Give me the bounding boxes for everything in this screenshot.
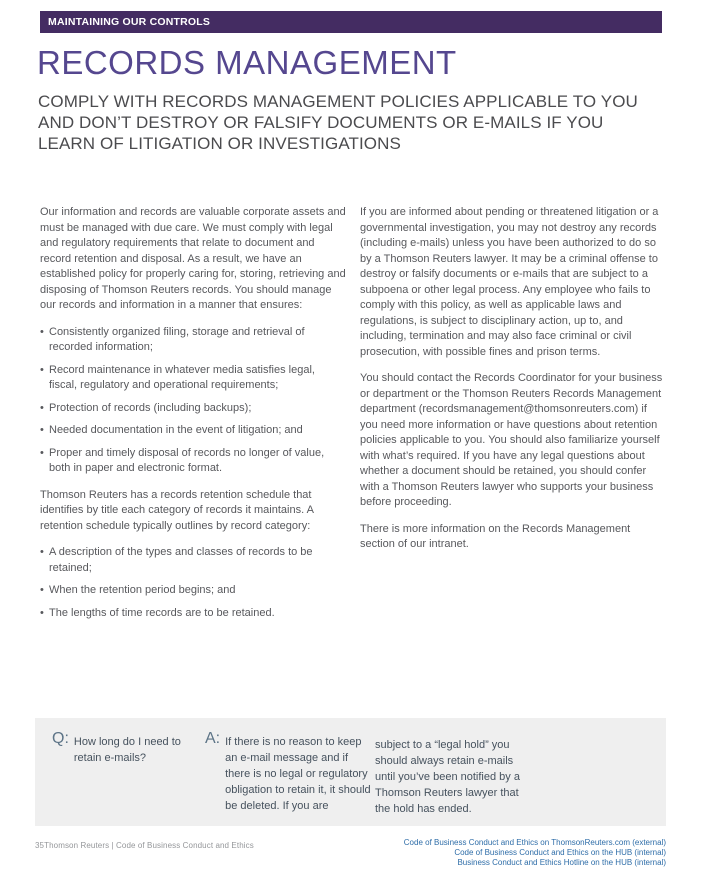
footer-links bbox=[404, 838, 666, 868]
footer-doc-label: Thomson Reuters | Code of Business Conduct and Ethics bbox=[44, 841, 254, 850]
qa-question-column bbox=[52, 731, 205, 826]
intranet-paragraph: There is more information on the Records Management section of our intranet. bbox=[360, 522, 631, 550]
right-column bbox=[360, 205, 666, 632]
retention-intro-paragraph: Thomson Reuters has a records retention schedule that identifies by title each category of records it maintains. A retention schedule typically outlines by record category: bbox=[40, 488, 314, 532]
section-tag-bar bbox=[40, 11, 662, 33]
question-label: Q: bbox=[52, 730, 69, 747]
bullet-item: • A description of the types and classes of records to be retained; bbox=[40, 545, 346, 576]
records-coordinator-paragraph: You should contact the Records Coordinator for your business or department or the Thomson Reuters Records Management department (recordsmanagement@thomsonreuters.com) if you need more information or have questions about retention policies applicable to you. You should also familiarize yourself with what’s required. If you have any legal questions about whether a document should be retained, you should confer with a Thomson Reuters lawyer who supports your business before proceeding. bbox=[360, 372, 663, 508]
answer-text-part1: If there is no reason to keep an e-mail message and if there is no legal or regulatory obligation to retain it, it should be deleted. If you are bbox=[225, 736, 371, 812]
litigation-paragraph: If you are informed about pending or threatened litigation or a governmental investigation, you may not destroy any records (including e-mails) unless you have been authorized to do so by a Thomson Reuters lawyer. It may be a criminal offense to destroy or falsify documents or e-mails that are subject to a subpoena or other legal process. Any employee who fails to comply with this policy, as well as applicable laws and regulations, is subject to disciplinary action, up to, and including, termination and may also face criminal or civil prosecution, with possible fines and prison terms. bbox=[360, 206, 659, 358]
bullet-item: • Needed documentation in the event of litigation; and bbox=[40, 423, 346, 439]
footer-link-hub-hotline[interactable]: Business Conduct and Ethics Hotline on the HUB (internal) bbox=[457, 858, 666, 867]
qa-callout-box bbox=[35, 718, 666, 826]
question-text: How long do I need to retain e-mails? bbox=[73, 736, 181, 764]
page-number: 35 bbox=[35, 841, 45, 850]
bullet-item: • Protection of records (including backups); bbox=[40, 401, 346, 417]
bullet-item: • Proper and timely disposal of records no longer of value, both in paper and electronic format. bbox=[40, 446, 346, 477]
footer-link-hub-code[interactable]: Code of Business Conduct and Ethics on the HUB (internal) bbox=[454, 848, 666, 857]
section-tag-label: MAINTAINING OUR CONTROLS bbox=[48, 16, 211, 28]
footer-link-external-site[interactable]: Code of Business Conduct and Ethics on ThomsonReuters.com (external) bbox=[403, 838, 666, 847]
bullet-item: • Consistently organized filing, storage and retrieval of recorded information; bbox=[40, 325, 346, 356]
qa-answer-column bbox=[205, 731, 375, 826]
footer-page-info bbox=[35, 841, 254, 850]
page-title: RECORDS MANAGEMENT bbox=[37, 44, 457, 81]
bullet-item: • The lengths of time records are to be retained. bbox=[40, 606, 346, 622]
body-columns bbox=[40, 205, 666, 632]
left-column bbox=[40, 205, 346, 632]
answer-label: A: bbox=[205, 730, 221, 747]
retention-bullet-list bbox=[40, 545, 346, 621]
bullet-item: • When the retention period begins; and bbox=[40, 583, 346, 599]
bullet-item: • Record maintenance in whatever media satisfies legal, fiscal, regulatory and operational requirements; bbox=[40, 363, 346, 394]
page-subtitle: COMPLY WITH RECORDS MANAGEMENT POLICIES APPLICABLE TO YOU AND DON’T DESTROY OR FALSIFY DOCUMENTS OR E-MAILS IF YOU LEARN OF LITIGATION OR INVESTIGATIONS bbox=[38, 92, 638, 153]
qa-answer-continuation-column bbox=[375, 731, 535, 826]
left-intro-paragraph: Our information and records are valuable corporate assets and must be managed with due care. We must comply with legal and regulatory requirements that relate to document and record retention and disposal. As a result, we have an established policy for properly caring for, storing, retrieving and disposing of Thomson Reuters records. You should manage our records and information in a manner that ensures: bbox=[40, 206, 346, 311]
ensures-bullet-list bbox=[40, 325, 346, 477]
answer-text-part2: subject to a “legal hold” you should always retain e-mails until you’ve been notified by a Thomson Reuters lawyer that the hold has ended. bbox=[375, 739, 520, 815]
